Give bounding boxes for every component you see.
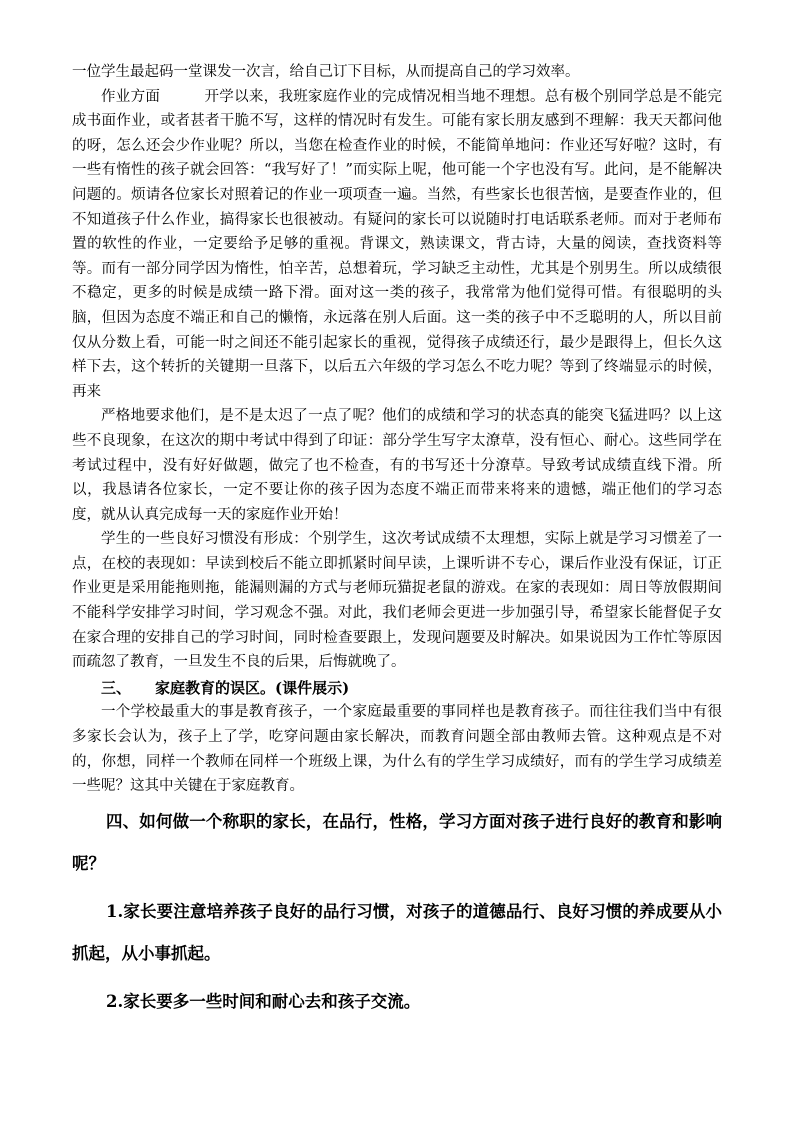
paragraph-habits: 学生的一些良好习惯没有形成：个别学生，这次考试成绩不太理想，实际上就是学习习惯差了一点，在校的表现如：早读到校后不能立即抓紧时间早读，上课听讲不专心，课后作业没有保证，订正作业更是采用能拖则拖，能漏则漏的方式与老师玩猫捉老鼠的游戏。在家的表现如：周日等放假期间不能科学安排学习时间，学习观念不强。对此，我们老师会更进一步加强引导，希望家长能督促子女在家合理的安排自己的学习时间，同时检查要跟上，发现问题要及时解决。如果说因为工作忙等原因而疏忽了教育，一旦发生不良的后果，后悔就晚了。	[72, 531, 722, 671]
homework-label: 作业方面	[101, 88, 161, 105]
section-heading-3	[72, 676, 722, 701]
heading-3-text: 家庭教育的误区。(课件展示)	[155, 678, 350, 697]
document-page	[72, 60, 722, 1023]
point-1: 1.家长要注意培养孩子良好的品行习惯，对孩子的道德品行、良好习惯的养成要从小抓起，从小事抓起。	[72, 901, 722, 963]
paragraph-strict: 严格地要求他们，是不是太迟了一点了呢？他们的成绩和学习的状态真的能突飞猛进吗？以上这些不良现象，在这次的期中考试中得到了印证：部分学生写字太潦草，没有恒心、耐心。这些同学在考试过程中，没有好好做题，做完了也不检查，有的书写还十分潦草。导致考试成绩直线下滑。所以，我恳请各位家长，一定不要让你的孩子因为态度不端正而带来将来的遗憾，端正他们的学习态度，就从认真完成每一天的家庭作业开始！	[72, 408, 722, 523]
paragraph-homework	[72, 85, 722, 405]
heading-3-number: 三、	[101, 678, 132, 697]
paragraph-misconception: 一个学校最重大的事是教育孩子，一个家庭最重要的事同样也是教育孩子。而往往我们当中有很多家长会认为，孩子上了学，吃穿问题由家长解决，而教育问题全部由教师去管。这种观点是不对的，你想，同样一个教师在同样一个班级上课，为什么有的学生学习成绩好，而有的学生学习成绩差一些呢？这其中关键在于家庭教育。	[72, 704, 722, 795]
paragraph-0: 一位学生最起码一堂课发一次言，给自己订下目标，从而提高自己的学习效率。	[72, 64, 580, 80]
section-heading-4: 四、如何做一个称职的家长，在品行，性格，学习方面对孩子进行良好的教育和影响呢？	[72, 811, 722, 873]
point-2: 2.家长要多一些时间和耐心去和孩子交流。	[106, 991, 421, 1011]
homework-text: 开学以来，我班家庭作业的完成情况相当地不理想。总有极个别同学总是不能完成书面作业，或者甚者干脆不写，这样的情况时有发生。可能有家长朋友感到不理解：我天天都问他的呀，怎么还会少作业呢？所以，当您在检查作业的时候，不能简单地问：作业还写好啦？这时，有一些有惰性的孩子就会回答：“我写好了！”而实际上呢，他可能一个字也没有写。此问，是不能解决问题的。烦请各位家长对照着记的作业一项项查一遍。当然，有些家长也很苦恼，是要查作业的，但不知道孩子什么作业，搞得家长也很被动。有疑问的家长可以说随时打电话联系老师。而对于老师布置的软性的作业，一定要给予足够的重视。背课文，熟读课文，背古诗，大量的阅读，查找资料等等。而有一部分同学因为惰性，怕辛苦，总想着玩，学习缺乏主动性，尤其是个别男生。所以成绩很不稳定，更多的时候是成绩一路下滑。面对这一类的孩子，我常常为他们觉得可惜。有很聪明的头脑，但因为态度不端正和自己的懒惰，永远落在别人后面。这一类的孩子中不乏聪明的人，所以目前仅从分数上看，可能一时之间还不能引起家长的重视，觉得孩子成绩还行，最少是跟得上，但长久这样下去，这个转折的关键期一旦落下，以后五六年级的学习怎么不吃力呢？等到了终端显示的时候，再来	[72, 88, 723, 400]
